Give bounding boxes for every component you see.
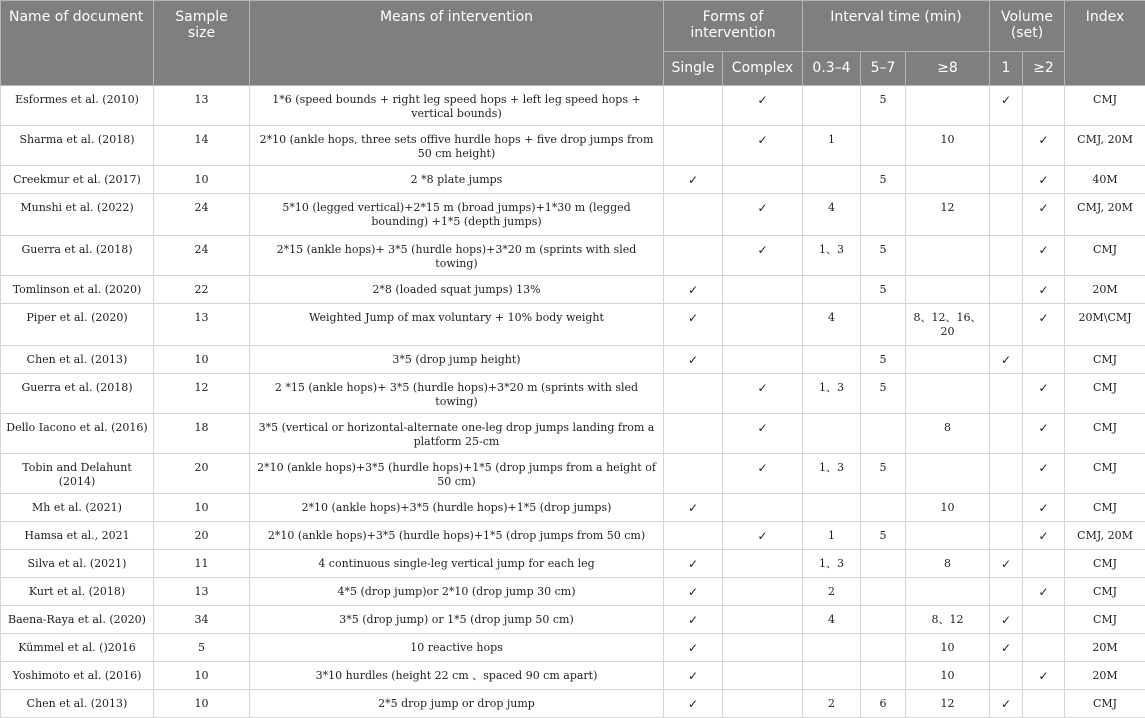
cell-means: 5*10 (legged vertical)+2*15 m (broad jumps)+1*30 m (legged bounding) +1*5 (depth jumps) — [250, 194, 664, 236]
cell-means: 2*5 drop jump or drop jump — [250, 690, 664, 718]
cell-volume-1 — [990, 494, 1023, 522]
cell-interval-1: 1、3 — [803, 550, 861, 578]
cell-complex — [723, 276, 803, 304]
cell-interval-3: 8 — [906, 414, 990, 454]
cell-name: Yoshimoto et al. (2016) — [1, 662, 154, 690]
cell-single — [664, 454, 723, 494]
cell-sample-size: 12 — [154, 374, 250, 414]
cell-interval-2 — [861, 578, 906, 606]
cell-single: ✓ — [664, 690, 723, 718]
cell-single: ✓ — [664, 550, 723, 578]
cell-complex — [723, 550, 803, 578]
cell-name: Chen et al. (2013) — [1, 690, 154, 718]
cell-name: Chen et al. (2013) — [1, 346, 154, 374]
cell-means: 2*10 (ankle hops)+3*5 (hurdle hops)+1*5 (drop jumps) — [250, 494, 664, 522]
table-row — [1, 550, 1145, 578]
cell-interval-3 — [906, 166, 990, 194]
cell-complex: ✓ — [723, 236, 803, 276]
cell-volume-2: ✓ — [1023, 194, 1065, 236]
cell-volume-2: ✓ — [1023, 304, 1065, 346]
cell-means: 2*10 (ankle hops)+3*5 (hurdle hops)+1*5 (drop jumps from a height of 50 cm) — [250, 454, 664, 494]
cell-interval-2: 6 — [861, 690, 906, 718]
header-sample-size: Sample size — [154, 1, 250, 86]
cell-interval-3 — [906, 374, 990, 414]
cell-interval-2 — [861, 494, 906, 522]
cell-name: Mh et al. (2021) — [1, 494, 154, 522]
header-volume-2: ≥2 — [1023, 52, 1065, 86]
cell-sample-size: 11 — [154, 550, 250, 578]
cell-volume-1: ✓ — [990, 606, 1023, 634]
cell-means: 2*10 (ankle hops, three sets offive hurdle hops + five drop jumps from 50 cm height) — [250, 126, 664, 166]
cell-single: ✓ — [664, 276, 723, 304]
cell-interval-1: 1、3 — [803, 374, 861, 414]
cell-sample-size: 10 — [154, 662, 250, 690]
cell-sample-size: 13 — [154, 304, 250, 346]
cell-volume-1: ✓ — [990, 86, 1023, 126]
cell-volume-1: ✓ — [990, 346, 1023, 374]
cell-single: ✓ — [664, 578, 723, 606]
cell-volume-2 — [1023, 550, 1065, 578]
table-row — [1, 606, 1145, 634]
cell-single — [664, 522, 723, 550]
cell-means: Weighted Jump of max voluntary + 10% body weight — [250, 304, 664, 346]
table-row — [1, 578, 1145, 606]
cell-sample-size: 24 — [154, 194, 250, 236]
cell-index: 20M — [1065, 662, 1145, 690]
cell-index: CMJ — [1065, 690, 1145, 718]
cell-index: 20M — [1065, 634, 1145, 662]
table-row — [1, 634, 1145, 662]
cell-means: 4 continuous single-leg vertical jump for each leg — [250, 550, 664, 578]
cell-interval-1: 1、3 — [803, 236, 861, 276]
cell-volume-1 — [990, 522, 1023, 550]
table-row — [1, 522, 1145, 550]
cell-interval-1: 1 — [803, 522, 861, 550]
cell-means: 3*10 hurdles (height 22 cm 、spaced 90 cm apart) — [250, 662, 664, 690]
cell-name: Silva et al. (2021) — [1, 550, 154, 578]
cell-volume-1: ✓ — [990, 634, 1023, 662]
cell-complex: ✓ — [723, 126, 803, 166]
cell-volume-1 — [990, 414, 1023, 454]
cell-single — [664, 374, 723, 414]
cell-interval-1 — [803, 414, 861, 454]
table-row — [1, 236, 1145, 276]
cell-complex — [723, 346, 803, 374]
cell-index: CMJ, 20M — [1065, 126, 1145, 166]
cell-complex — [723, 304, 803, 346]
cell-interval-3: 10 — [906, 634, 990, 662]
cell-complex — [723, 634, 803, 662]
cell-volume-2: ✓ — [1023, 454, 1065, 494]
cell-single: ✓ — [664, 304, 723, 346]
cell-interval-1: 2 — [803, 578, 861, 606]
cell-interval-2 — [861, 126, 906, 166]
cell-volume-2: ✓ — [1023, 522, 1065, 550]
cell-volume-2: ✓ — [1023, 374, 1065, 414]
cell-volume-1 — [990, 578, 1023, 606]
cell-volume-2 — [1023, 690, 1065, 718]
cell-interval-2: 5 — [861, 346, 906, 374]
cell-volume-2: ✓ — [1023, 236, 1065, 276]
cell-interval-2: 5 — [861, 374, 906, 414]
cell-name: Guerra et al. (2018) — [1, 374, 154, 414]
cell-interval-1: 1、3 — [803, 454, 861, 494]
cell-index: CMJ — [1065, 236, 1145, 276]
cell-volume-1 — [990, 304, 1023, 346]
cell-interval-1: 4 — [803, 304, 861, 346]
cell-volume-1 — [990, 662, 1023, 690]
cell-interval-1 — [803, 276, 861, 304]
cell-volume-1 — [990, 126, 1023, 166]
cell-volume-1 — [990, 374, 1023, 414]
cell-means: 10 reactive hops — [250, 634, 664, 662]
cell-sample-size: 14 — [154, 126, 250, 166]
cell-interval-2: 5 — [861, 276, 906, 304]
table-row — [1, 454, 1145, 494]
cell-sample-size: 22 — [154, 276, 250, 304]
cell-single — [664, 414, 723, 454]
cell-index: CMJ — [1065, 606, 1145, 634]
cell-interval-3: 8、12 — [906, 606, 990, 634]
cell-interval-1 — [803, 86, 861, 126]
cell-index: CMJ — [1065, 86, 1145, 126]
cell-index: CMJ, 20M — [1065, 194, 1145, 236]
cell-interval-3 — [906, 346, 990, 374]
cell-complex: ✓ — [723, 86, 803, 126]
cell-sample-size: 18 — [154, 414, 250, 454]
cell-name: Hamsa et al., 2021 — [1, 522, 154, 550]
cell-name: Piper et al. (2020) — [1, 304, 154, 346]
cell-interval-2 — [861, 550, 906, 578]
cell-volume-2: ✓ — [1023, 166, 1065, 194]
cell-index: CMJ — [1065, 454, 1145, 494]
cell-interval-1: 1 — [803, 126, 861, 166]
cell-single: ✓ — [664, 494, 723, 522]
cell-name: Esformes et al. (2010) — [1, 86, 154, 126]
cell-complex — [723, 662, 803, 690]
cell-interval-3: 10 — [906, 662, 990, 690]
cell-name: Kümmel et al. ()2016 — [1, 634, 154, 662]
cell-index: CMJ — [1065, 346, 1145, 374]
cell-interval-2 — [861, 194, 906, 236]
header-forms: Forms of intervention — [664, 1, 803, 52]
cell-single: ✓ — [664, 606, 723, 634]
table-row — [1, 166, 1145, 194]
cell-complex: ✓ — [723, 374, 803, 414]
cell-complex — [723, 606, 803, 634]
cell-complex: ✓ — [723, 414, 803, 454]
cell-interval-3: 12 — [906, 690, 990, 718]
cell-interval-2: 5 — [861, 522, 906, 550]
cell-interval-1: 2 — [803, 690, 861, 718]
cell-means: 3*5 (drop jump height) — [250, 346, 664, 374]
cell-means: 2 *15 (ankle hops)+ 3*5 (hurdle hops)+3*20 m (sprints with sled towing) — [250, 374, 664, 414]
cell-volume-2: ✓ — [1023, 494, 1065, 522]
cell-interval-1 — [803, 662, 861, 690]
cell-sample-size: 20 — [154, 454, 250, 494]
cell-index: CMJ — [1065, 550, 1145, 578]
cell-index: CMJ — [1065, 374, 1145, 414]
cell-interval-3 — [906, 522, 990, 550]
table-row — [1, 276, 1145, 304]
cell-interval-2 — [861, 606, 906, 634]
cell-name: Tomlinson et al. (2020) — [1, 276, 154, 304]
cell-sample-size: 10 — [154, 494, 250, 522]
header-means: Means of intervention — [250, 1, 664, 86]
table-row — [1, 194, 1145, 236]
cell-sample-size: 10 — [154, 166, 250, 194]
cell-name: Munshi et al. (2022) — [1, 194, 154, 236]
cell-volume-2: ✓ — [1023, 276, 1065, 304]
cell-single — [664, 86, 723, 126]
table-row — [1, 690, 1145, 718]
cell-sample-size: 20 — [154, 522, 250, 550]
cell-interval-1 — [803, 494, 861, 522]
cell-name: Creekmur et al. (2017) — [1, 166, 154, 194]
cell-sample-size: 13 — [154, 578, 250, 606]
cell-sample-size: 10 — [154, 346, 250, 374]
cell-index: CMJ — [1065, 578, 1145, 606]
cell-sample-size: 34 — [154, 606, 250, 634]
cell-means: 3*5 (vertical or horizontal-alternate one-leg drop jumps landing from a platform 25-cm — [250, 414, 664, 454]
cell-complex: ✓ — [723, 522, 803, 550]
cell-volume-2: ✓ — [1023, 414, 1065, 454]
cell-means: 2*8 (loaded squat jumps) 13% — [250, 276, 664, 304]
cell-single — [664, 194, 723, 236]
cell-volume-2 — [1023, 634, 1065, 662]
cell-complex: ✓ — [723, 194, 803, 236]
cell-interval-2 — [861, 634, 906, 662]
cell-interval-3 — [906, 578, 990, 606]
cell-complex: ✓ — [723, 454, 803, 494]
cell-means: 3*5 (drop jump) or 1*5 (drop jump 50 cm) — [250, 606, 664, 634]
cell-interval-3 — [906, 276, 990, 304]
cell-interval-2: 5 — [861, 86, 906, 126]
header-complex: Complex — [723, 52, 803, 86]
cell-interval-2: 5 — [861, 236, 906, 276]
cell-volume-2 — [1023, 606, 1065, 634]
cell-single: ✓ — [664, 662, 723, 690]
table-row — [1, 374, 1145, 414]
cell-interval-2: 5 — [861, 454, 906, 494]
cell-volume-1 — [990, 276, 1023, 304]
cell-means: 4*5 (drop jump)or 2*10 (drop jump 30 cm) — [250, 578, 664, 606]
cell-volume-1: ✓ — [990, 690, 1023, 718]
cell-interval-3: 8、12、16、20 — [906, 304, 990, 346]
cell-interval-1 — [803, 634, 861, 662]
cell-sample-size: 24 — [154, 236, 250, 276]
cell-complex — [723, 166, 803, 194]
header-volume: Volume (set) — [990, 1, 1065, 52]
cell-interval-3 — [906, 454, 990, 494]
cell-volume-2 — [1023, 86, 1065, 126]
cell-interval-1 — [803, 166, 861, 194]
cell-volume-2 — [1023, 346, 1065, 374]
cell-index: CMJ — [1065, 414, 1145, 454]
cell-interval-1: 4 — [803, 194, 861, 236]
cell-name: Kurt et al. (2018) — [1, 578, 154, 606]
cell-interval-3: 10 — [906, 126, 990, 166]
cell-complex — [723, 578, 803, 606]
cell-single: ✓ — [664, 346, 723, 374]
cell-means: 2*15 (ankle hops)+ 3*5 (hurdle hops)+3*20 m (sprints with sled towing) — [250, 236, 664, 276]
cell-index: CMJ — [1065, 494, 1145, 522]
cell-name: Baena-Raya et al. (2020) — [1, 606, 154, 634]
table-row — [1, 346, 1145, 374]
cell-sample-size: 13 — [154, 86, 250, 126]
cell-sample-size: 10 — [154, 690, 250, 718]
table-row — [1, 414, 1145, 454]
header-interval-3: ≥8 — [906, 52, 990, 86]
cell-volume-1 — [990, 454, 1023, 494]
header-interval-1: 0.3–4 — [803, 52, 861, 86]
cell-sample-size: 5 — [154, 634, 250, 662]
cell-interval-3: 12 — [906, 194, 990, 236]
cell-means: 1*6 (speed bounds + right leg speed hops + left leg speed hops + vertical bounds) — [250, 86, 664, 126]
header-interval-2: 5–7 — [861, 52, 906, 86]
cell-interval-1 — [803, 346, 861, 374]
cell-name: Sharma et al. (2018) — [1, 126, 154, 166]
cell-interval-1: 4 — [803, 606, 861, 634]
cell-name: Tobin and Delahunt (2014) — [1, 454, 154, 494]
cell-volume-1 — [990, 166, 1023, 194]
cell-single — [664, 126, 723, 166]
cell-index: CMJ, 20M — [1065, 522, 1145, 550]
cell-volume-2: ✓ — [1023, 126, 1065, 166]
cell-volume-1 — [990, 236, 1023, 276]
cell-volume-2: ✓ — [1023, 662, 1065, 690]
table-row — [1, 304, 1145, 346]
cell-name: Dello Iacono et al. (2016) — [1, 414, 154, 454]
cell-volume-2: ✓ — [1023, 578, 1065, 606]
cell-index: 20M\CMJ — [1065, 304, 1145, 346]
cell-interval-2: 5 — [861, 166, 906, 194]
cell-single: ✓ — [664, 634, 723, 662]
table-row — [1, 86, 1145, 126]
table-body — [1, 86, 1145, 718]
cell-index: 20M — [1065, 276, 1145, 304]
cell-interval-3 — [906, 86, 990, 126]
header-single: Single — [664, 52, 723, 86]
cell-interval-2 — [861, 414, 906, 454]
table-row — [1, 662, 1145, 690]
cell-interval-3 — [906, 236, 990, 276]
cell-index: 40M — [1065, 166, 1145, 194]
cell-volume-1 — [990, 194, 1023, 236]
cell-volume-1: ✓ — [990, 550, 1023, 578]
cell-interval-2 — [861, 304, 906, 346]
cell-interval-2 — [861, 662, 906, 690]
cell-means: 2*10 (ankle hops)+3*5 (hurdle hops)+1*5 (drop jumps from 50 cm) — [250, 522, 664, 550]
table-row — [1, 126, 1145, 166]
cell-single: ✓ — [664, 166, 723, 194]
cell-complex — [723, 690, 803, 718]
cell-interval-3: 10 — [906, 494, 990, 522]
header-volume-1: 1 — [990, 52, 1023, 86]
cell-name: Guerra et al. (2018) — [1, 236, 154, 276]
cell-complex — [723, 494, 803, 522]
header-name: Name of document — [1, 1, 154, 86]
table-row — [1, 494, 1145, 522]
header-interval: Interval time (min) — [803, 1, 990, 52]
cell-interval-3: 8 — [906, 550, 990, 578]
header-index: Index — [1065, 1, 1145, 86]
cell-single — [664, 236, 723, 276]
cell-means: 2 *8 plate jumps — [250, 166, 664, 194]
